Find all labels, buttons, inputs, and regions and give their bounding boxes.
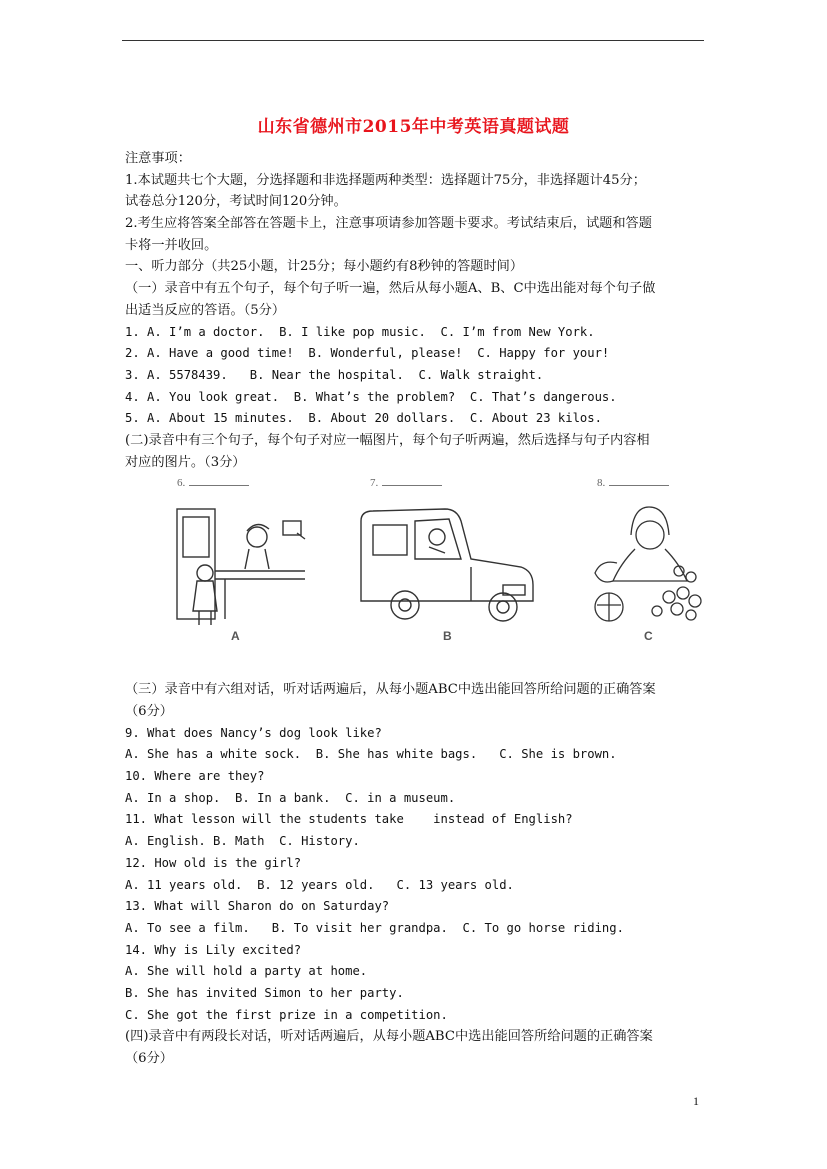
- text-line: 4. A. You look great. B. What’s the problem? C. That’s dangerous.: [125, 389, 617, 404]
- text-line: A. To see a film. B. To visit her grandpa. C. To go horse riding.: [125, 920, 624, 935]
- text-line: B. She has invited Simon to her party.: [125, 985, 404, 1000]
- text-line: 2. A. Have a good time! B. Wonderful, please! C. Happy for your!: [125, 346, 610, 361]
- picture-letter: A: [231, 629, 240, 644]
- text-line: 一、听力部分（共25小题，计25分；每小题约有8秒钟的答题时间）: [125, 259, 524, 275]
- text-line: 对应的图片。（3分）: [125, 454, 246, 470]
- text-line: 1.本试题共七个大题，分选择题和非选择题两种类型：选择题计75分，非选择题计45分；: [125, 172, 646, 188]
- header-rule: [122, 40, 704, 41]
- text-line: A. 11 years old. B. 12 years old. C. 13 years old.: [125, 877, 514, 892]
- picture-letter: C: [644, 629, 653, 644]
- picture-number: 8.: [597, 477, 669, 489]
- picture-a-shop-illustration: [165, 501, 315, 629]
- picture-c-girl-flowers-illustration: [587, 501, 717, 631]
- text-line: 试卷总分120分，考试时间120分钟。: [125, 194, 347, 210]
- text-line: （6分）: [125, 704, 173, 719]
- text-line: 13. What will Sharon do on Saturday?: [125, 899, 390, 914]
- text-line: (四)录音中有两段长对话，听对话两遍后，从每小题ABC中选出能回答所给问题的正确答案: [125, 1029, 653, 1045]
- picture-letter: B: [443, 629, 452, 644]
- page-title: 山东省德州市2015年中考英语真题试题: [257, 117, 570, 137]
- text-line: 5. A. About 15 minutes. B. About 20 dollars. C. About 23 kilos.: [125, 411, 602, 426]
- text-line: A. In a shop. B. In a bank. C. in a museum.: [125, 790, 456, 805]
- text-line: 卡将一并收回。: [125, 237, 218, 253]
- text-line: 1. A. I’m a doctor. B. I like pop music. C. I’m from New York.: [125, 324, 595, 339]
- text-line: A. She will hold a party at home.: [125, 964, 368, 979]
- document-body: [125, 148, 705, 1070]
- text-line: 9. What does Nancy’s dog look like?: [125, 725, 382, 740]
- text-line: 3. A. 5578439. B. Near the hospital. C. Walk straight.: [125, 367, 544, 382]
- text-line: A. She has a white sock. B. She has white bags. C. She is brown.: [125, 747, 617, 762]
- text-line: 14. Why is Lily excited?: [125, 942, 302, 957]
- text-line: C. She got the first prize in a competition.: [125, 1007, 448, 1022]
- text-line: 注意事项：: [125, 151, 191, 166]
- text-line: 12. How old is the girl?: [125, 855, 302, 870]
- picture-number: 6.: [177, 477, 249, 489]
- text-line: （三）录音中有六组对话，听对话两遍后，从每小题ABC中选出能回答所给问题的正确答案: [125, 682, 656, 698]
- text-line: 10. Where are they?: [125, 769, 265, 784]
- bottom-lines: [125, 679, 705, 1069]
- text-line: 11. What lesson will the students take instead of English?: [125, 812, 573, 827]
- text-line: (二)录音中有三个句子，每个句子对应一幅图片，每个句子听两遍，然后选择与句子内容相: [125, 432, 650, 448]
- text-line: 2.考生应将答案全部答在答题卡上，注意事项请参加答题卡要求。考试结束后，试题和答题: [125, 216, 652, 232]
- text-line: A. English. B. Math C. History.: [125, 834, 360, 849]
- picture-b-truck-illustration: [353, 501, 543, 631]
- text-line: （6分）: [125, 1051, 173, 1066]
- picture-row: [125, 477, 705, 677]
- page-number: 1: [693, 1094, 699, 1108]
- picture-number: 7.: [370, 477, 442, 489]
- text-line: 出适当反应的答语。（5分）: [125, 302, 286, 318]
- top-lines: [125, 148, 705, 473]
- text-line: （一）录音中有五个句子，每个句子听一遍，然后从每小题A、B、C中选出能对每个句子做: [125, 281, 656, 297]
